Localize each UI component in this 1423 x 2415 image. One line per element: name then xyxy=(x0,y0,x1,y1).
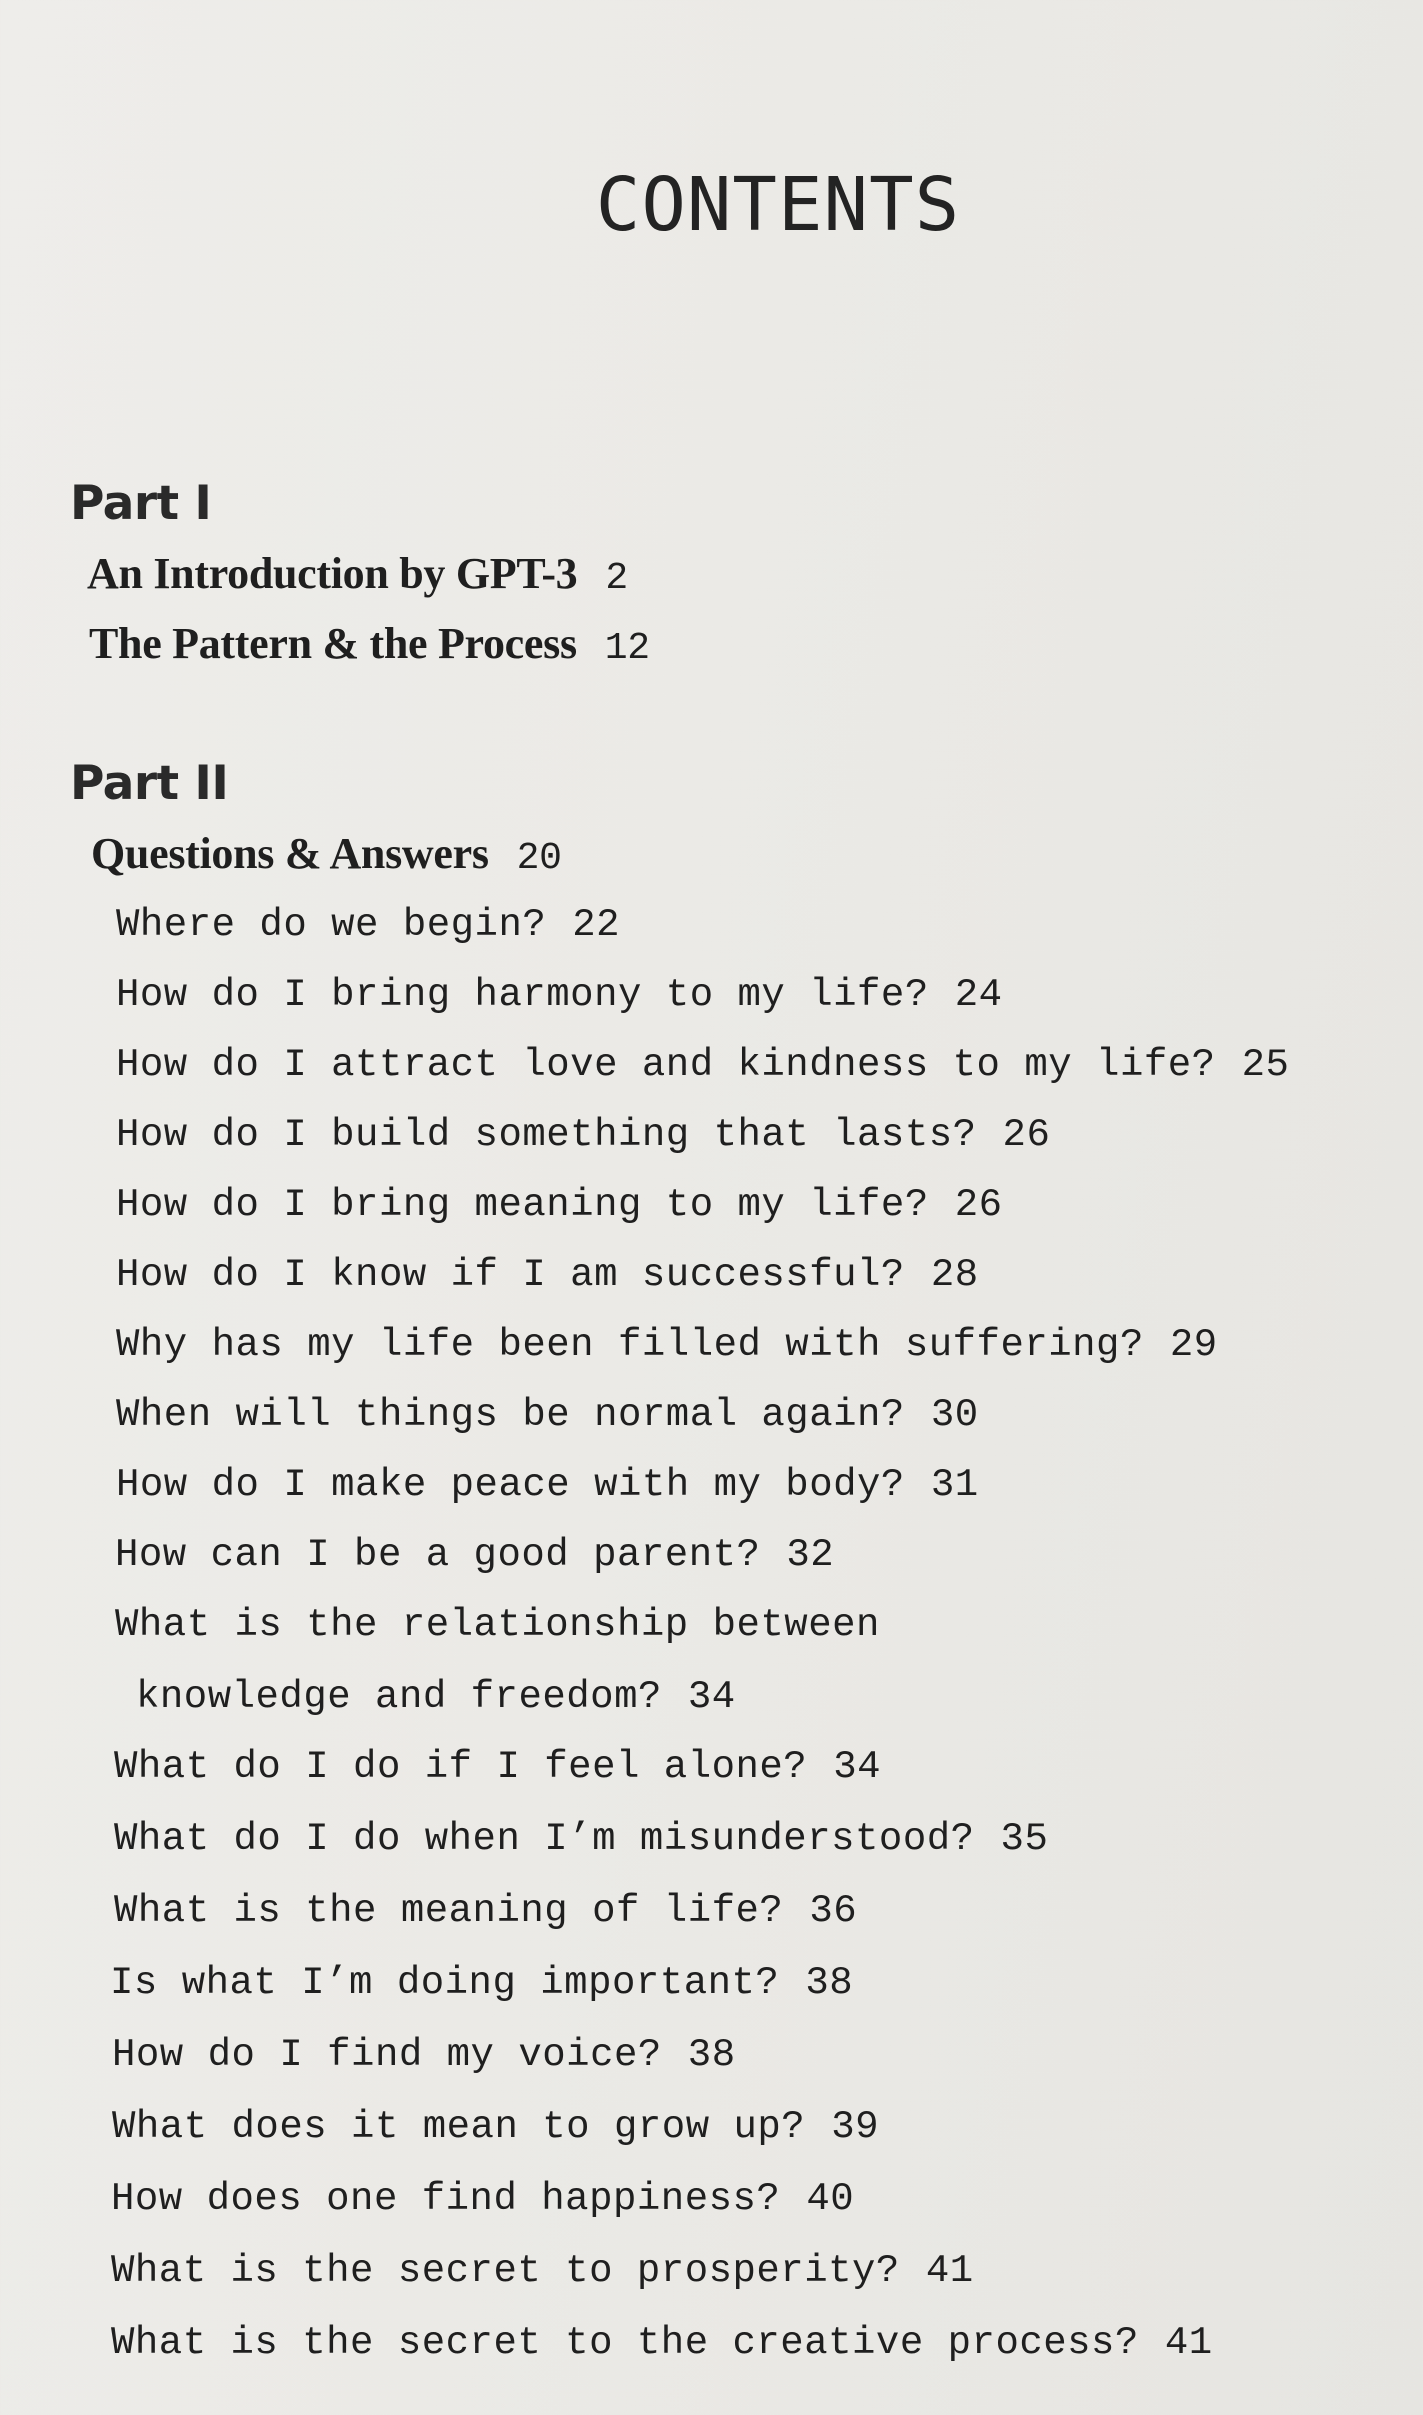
part-heading: Part II xyxy=(70,756,229,811)
toc-entry-label: An Introduction by GPT-3 xyxy=(87,549,578,598)
page-title: CONTENTS xyxy=(595,162,961,248)
toc-entry-page: 40 xyxy=(806,2177,855,2221)
toc-question-entry xyxy=(112,2105,879,2149)
toc-entry-page: 31 xyxy=(930,1463,979,1507)
toc-question-entry xyxy=(111,2321,1213,2365)
toc-question-entry xyxy=(110,1961,853,2005)
toc-entry-page: 22 xyxy=(572,903,621,947)
toc-entry-page: 26 xyxy=(1002,1113,1051,1157)
toc-entry-page: 24 xyxy=(954,973,1003,1017)
toc-entry-page: 30 xyxy=(930,1393,979,1437)
toc-question-entry xyxy=(114,1817,1048,1861)
toc-entry-label: Is what I’m doing important? xyxy=(110,1961,780,2005)
toc-question-entry-continued xyxy=(136,1675,736,1719)
toc-question-entry xyxy=(116,1183,1003,1227)
toc-question-entry xyxy=(116,1393,979,1437)
toc-question-entry xyxy=(114,1889,857,1933)
toc-entry-page: 2 xyxy=(605,557,628,600)
toc-entry-page: 29 xyxy=(1169,1323,1218,1367)
toc-entry-label: knowledge and freedom? xyxy=(136,1675,662,1719)
toc-entry-label: How do I bring harmony to my life? xyxy=(116,973,929,1017)
toc-entry-page: 38 xyxy=(687,2033,736,2077)
toc-entry-label: What is the secret to the creative process? xyxy=(111,2321,1139,2365)
toc-entry-label: How do I know if I am successful? xyxy=(116,1253,905,1297)
toc-entry-page: 12 xyxy=(604,627,650,670)
toc-entry-page: 25 xyxy=(1241,1043,1290,1087)
toc-question-entry xyxy=(116,1323,1218,1367)
toc-entry-page: 32 xyxy=(786,1533,835,1577)
toc-entry-page: 36 xyxy=(809,1889,858,1933)
toc-entry-label: Where do we begin? xyxy=(116,903,547,947)
toc-entry-label: How do I attract love and kindness to my life? xyxy=(116,1043,1216,1087)
toc-entry-label: How do I find my voice? xyxy=(112,2033,662,2077)
toc-entry-label: What does it mean to grow up? xyxy=(112,2105,806,2149)
part-heading: Part I xyxy=(70,476,212,531)
toc-entry-label: When will things be normal again? xyxy=(116,1393,905,1437)
toc-entry-page: 34 xyxy=(833,1745,882,1789)
toc-entry-label: How do I bring meaning to my life? xyxy=(116,1183,929,1227)
toc-entry-page: 39 xyxy=(831,2105,880,2149)
toc-entry-page: 41 xyxy=(1164,2321,1213,2365)
toc-question-entry xyxy=(116,973,1003,1017)
toc-question-entry xyxy=(111,2249,974,2293)
toc-question-entry xyxy=(115,1603,880,1647)
toc-section-entry xyxy=(89,618,650,670)
toc-entry-page: 41 xyxy=(925,2249,974,2293)
toc-entry-page: 34 xyxy=(687,1675,736,1719)
toc-entry-page: 35 xyxy=(1000,1817,1049,1861)
toc-entry-page: 26 xyxy=(954,1183,1003,1227)
toc-question-entry xyxy=(114,1745,881,1789)
toc-entry-page: 38 xyxy=(805,1961,854,2005)
toc-entry-label: Questions & Answers xyxy=(91,829,489,878)
toc-question-entry xyxy=(112,2033,736,2077)
toc-entry-page: 28 xyxy=(930,1253,979,1297)
toc-entry-label: How do I make peace with my body? xyxy=(116,1463,905,1507)
toc-question-entry xyxy=(116,903,620,947)
toc-section-entry xyxy=(87,548,628,600)
toc-entry-label: What is the secret to prosperity? xyxy=(111,2249,900,2293)
toc-section-entry xyxy=(91,828,562,880)
toc-question-entry xyxy=(116,1113,1050,1157)
toc-entry-label: How do I build something that lasts? xyxy=(116,1113,977,1157)
toc-entry-label: How does one find happiness? xyxy=(111,2177,781,2221)
toc-entry-label: What is the meaning of life? xyxy=(114,1889,784,1933)
toc-entry-label: The Pattern & the Process xyxy=(89,619,577,668)
toc-question-entry xyxy=(116,1253,979,1297)
toc-question-entry xyxy=(116,1463,979,1507)
toc-entry-label: What is the relationship between xyxy=(115,1603,880,1647)
toc-entry-label: What do I do when I’m misunderstood? xyxy=(114,1817,975,1861)
toc-entry-page: 20 xyxy=(516,837,562,880)
toc-entry-label: How can I be a good parent? xyxy=(115,1533,761,1577)
toc-entry-label: Why has my life been filled with suffering? xyxy=(116,1323,1144,1367)
toc-question-entry xyxy=(111,2177,854,2221)
toc-entry-label: What do I do if I feel alone? xyxy=(114,1745,808,1789)
toc-question-entry xyxy=(116,1043,1289,1087)
toc-question-entry xyxy=(115,1533,834,1577)
